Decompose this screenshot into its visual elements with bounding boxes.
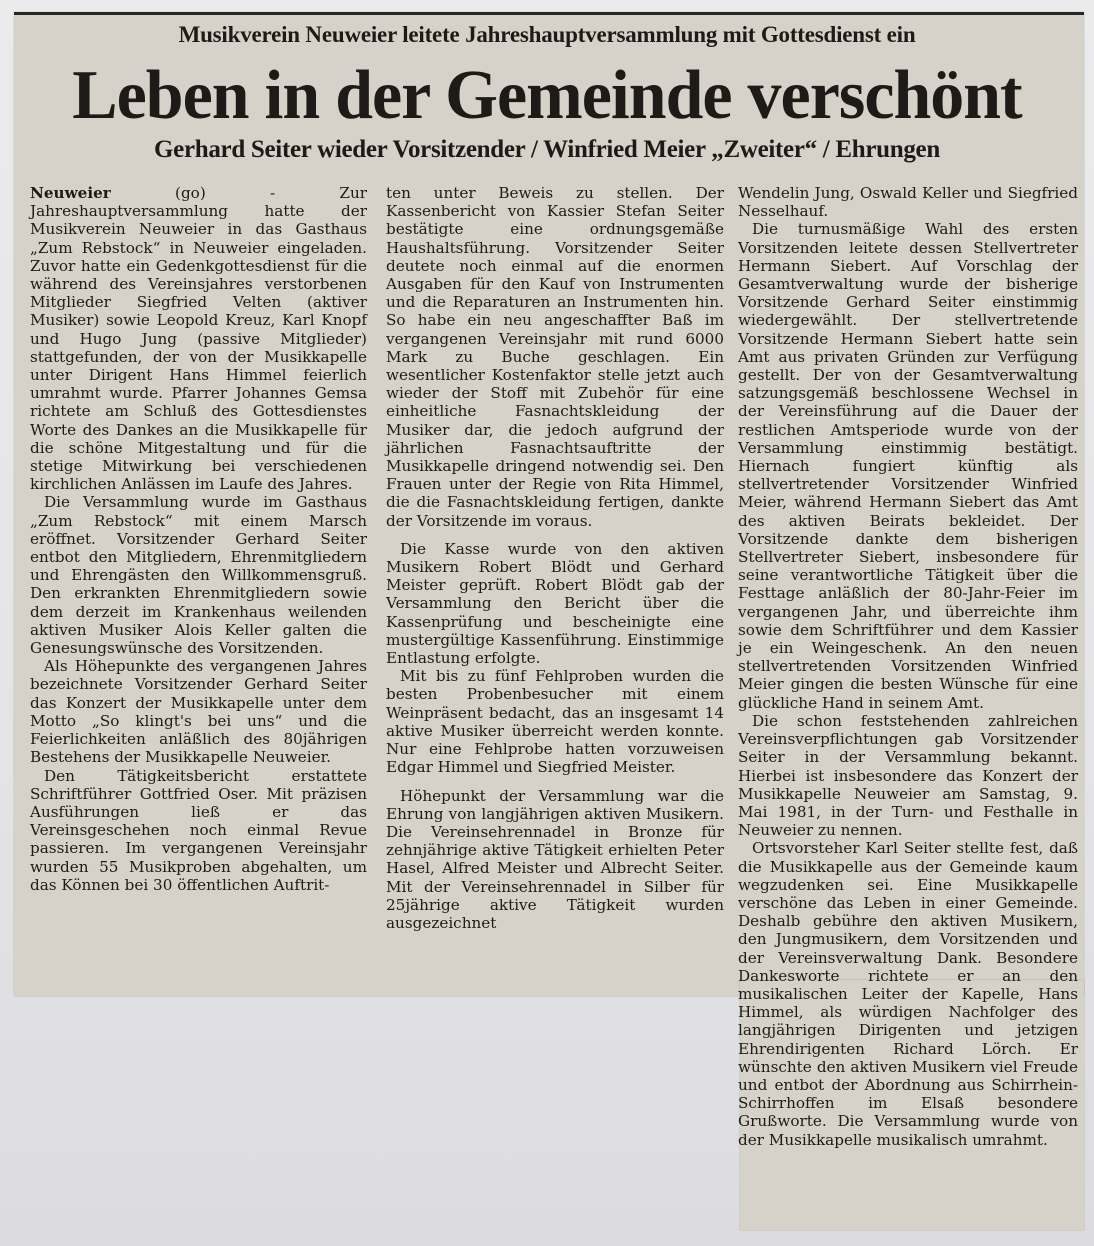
paragraph-text: (go) - Zur Jahreshauptversammlung hatte der Musikverein Neuweier in das Gasthaus „Zum Rebstock“ in Neuweier eingeladen. Zuvor hatte ein Gedenkgottesdienst für die während des Vereinsjahres verstorbenen Mitglieder Siegfried Velten (aktiver Musiker) sowie Leopold Kreuz, Karl Knopf und Hugo Jung (passive Mitglieder) stattgefunden, der von der Musikkapelle unter Dirigent Hans Himmel feierlich umrahmt wurde. Pfarrer Johannes Gemsa richtete am Schluß des Gottesdienstes Worte des Dankes an die Musikkapelle für die schöne Mitgestaltung und für die stetige Mitwirkung bei verschiedenen kirchlichen Anlässen im Laufe des Jahres. [30, 184, 367, 494]
subheadline: Gerhard Seiter wieder Vorsitzender / Winfried Meier „Zweiter“ / Ehrungen [154, 136, 940, 163]
column-1 [30, 184, 367, 894]
column-3 [738, 184, 1078, 1149]
paragraph: Ortsvorsteher Karl Seiter stellte fest, daß die Musikkapelle aus der Gemeinde kaum wegzudenken sei. Eine Musikkapelle verschöne das Leben in einer Gemeinde. Deshalb gebühre den aktiven Musikern, den Jungmusikern, dem Vorsitzenden und der Vereinsverwaltung Dank. Besondere Dankesworte richtete er an den musikalischen Leiter der Kapelle, Hans Himmel, als würdigen Nachfolger des langjährigen Dirigenten und jetzigen Ehrendirigenten Richard Lörch. Er wünschte den aktiven Musikern viel Freude und entbot der Abordnung aus Schirrhein-Schirrhoffen im Elsaß besondere Grußworte. Die Versammlung wurde von der Musikkapelle musikalisch umrahmt. [738, 839, 1078, 1149]
paragraph: Als Höhepunkte des vergangenen Jahres bezeichnete Vorsitzender Gerhard Seiter das Konzert der Musikkapelle unter dem Motto „So klingt's bei uns“ und die Feierlichkeiten anläßlich des 80jährigen Bestehens der Musikkapelle Neuweier. [30, 657, 367, 767]
paragraph: Mit bis zu fünf Fehlproben wurden die besten Probenbesucher mit einem Weinpräsent bedacht, das an insgesamt 14 aktive Musiker überreicht werden konnte. Nur eine Fehlprobe hatten vorzuweisen Edgar Himmel und Siegfried Meister. [386, 667, 724, 777]
kicker: Musikverein Neuweier leitete Jahreshauptversammlung mit Gottesdienst ein [178, 22, 916, 47]
paragraph [30, 184, 367, 493]
paragraph: Den Tätigkeitsbericht erstattete Schriftführer Gottfried Oser. Mit präzisen Ausführungen ließ er das Vereinsgeschehen noch einmal Revue passieren. Im vergangenen Vereinsjahr wurden 55 Musikproben abgehalten, um das Können bei 30 öffentlichen Auftrit- [30, 766, 367, 894]
paragraph: Die turnusmäßige Wahl des ersten Vorsitzenden leitete dessen Stellvertreter Hermann Siebert. Auf Vorschlag der Gesamtverwaltung wurde der bisherige Vorsitzende Gerhard Seiter einstimmig wiedergewählt. Der stellvertretende Vorsitzende Hermann Siebert hatte sein Amt aus privaten Gründen zur Verfügung gestellt. Der von der Gesamtverwaltung satzungsgemäß beschlossene Wechsel in der Vereinsführung auf die Dauer der restlichen Amtsperiode wurde von der Versammlung einstimmig bestätigt. Hiernach fungiert künftig als stellvertretender Vorsitzender Winfried Meier, während Hermann Siebert das Amt des aktiven Beirats bekleidet. Der Vorsitzende dankte dem bisherigen Stellvertreter Siebert, insbesondere für seine verantwortliche Tätigkeit über die Festtage anläßlich der 80-Jahr-Feier im vergangenen Jahr, und überreichte ihm sowie dem Schriftführer und dem Kassier je ein Weingeschenk. An den neuen stellvertretenden Vorsitzenden Winfried Meier gingen die besten Wünsche für eine glückliche Hand in seinem Amt. [738, 220, 1078, 712]
paragraph: ten unter Beweis zu stellen. Der Kassenbericht von Kassier Stefan Seiter bestätigte eine ordnungsgemäße Haushaltsführung. Vorsitzender Seiter deutete noch einmal auf die enormen Ausgaben für den Kauf von Instrumenten und die Reparaturen an Instrumenten hin. So habe ein neu angeschaffter Baß im vergangenen Vereinsjahr mit rund 6000 Mark zu Buche geschlagen. Ein wesentlicher Kostenfaktor stelle jetzt auch wieder der Stoff mit Zubehör für eine einheitliche Fasnachtskleidung der Musiker dar, die jedoch aufgrund der jährlichen Fasnachtsauftritte der Musikkapelle dringend notwendig sei. Den Frauen unter der Regie von Rita Himmel, die die Fasnachtskleidung fertigen, dankte der Vorsitzende im voraus. [386, 184, 724, 530]
top-rule [14, 12, 1084, 15]
paragraph: Die Kasse wurde von den aktiven Musikern Robert Blödt und Gerhard Meister geprüft. Robert Blödt gab der Versammlung den Bericht über die Kassenprüfung und bescheinigte eine mustergültige Kassenführung. Einstimmige Entlastung erfolgte. [386, 539, 724, 668]
paragraph: Die schon feststehenden zahlreichen Vereinsverpflichtungen gab Vorsitzender Seiter in der Versammlung bekannt. Hierbei ist insbesondere das Konzert der Musikkapelle Neuweier am Samstag, 9. Mai 1981, in der Turn- und Festhalle in Neuweier zu nennen. [738, 711, 1078, 840]
headline: Leben in der Gemeinde verschönt [72, 57, 1022, 134]
paragraph: Wendelin Jung, Oswald Keller und Siegfried Nesselhauf. [738, 184, 1078, 221]
paragraph: Die Versammlung wurde im Gasthaus „Zum Rebstock“ mit einem Marsch eröffnet. Vorsitzender Gerhard Seiter entbot den Mitgliedern, Ehrenmitgliedern und Ehrengästen den Willkommensgruß. Den erkrankten Ehrenmitgliedern sowie dem derzeit im Krankenhaus weilenden aktiven Musiker Alois Keller galten die Genesungswünsche des Vorsitzenden. [30, 493, 367, 658]
column-2 [386, 184, 724, 932]
dateline: Neuweier [30, 184, 111, 202]
paragraph: Höhepunkt der Versammlung war die Ehrung von langjährigen aktiven Musikern. Die Vereinsehrennadel in Bronze für zehnjährige aktive Tätigkeit erhielten Peter Hasel, Alfred Meister und Albrecht Seiter. Mit der Vereinsehrennadel in Silber für 25jährige aktive Tätigkeit wurden ausgezeichnet [386, 786, 724, 932]
